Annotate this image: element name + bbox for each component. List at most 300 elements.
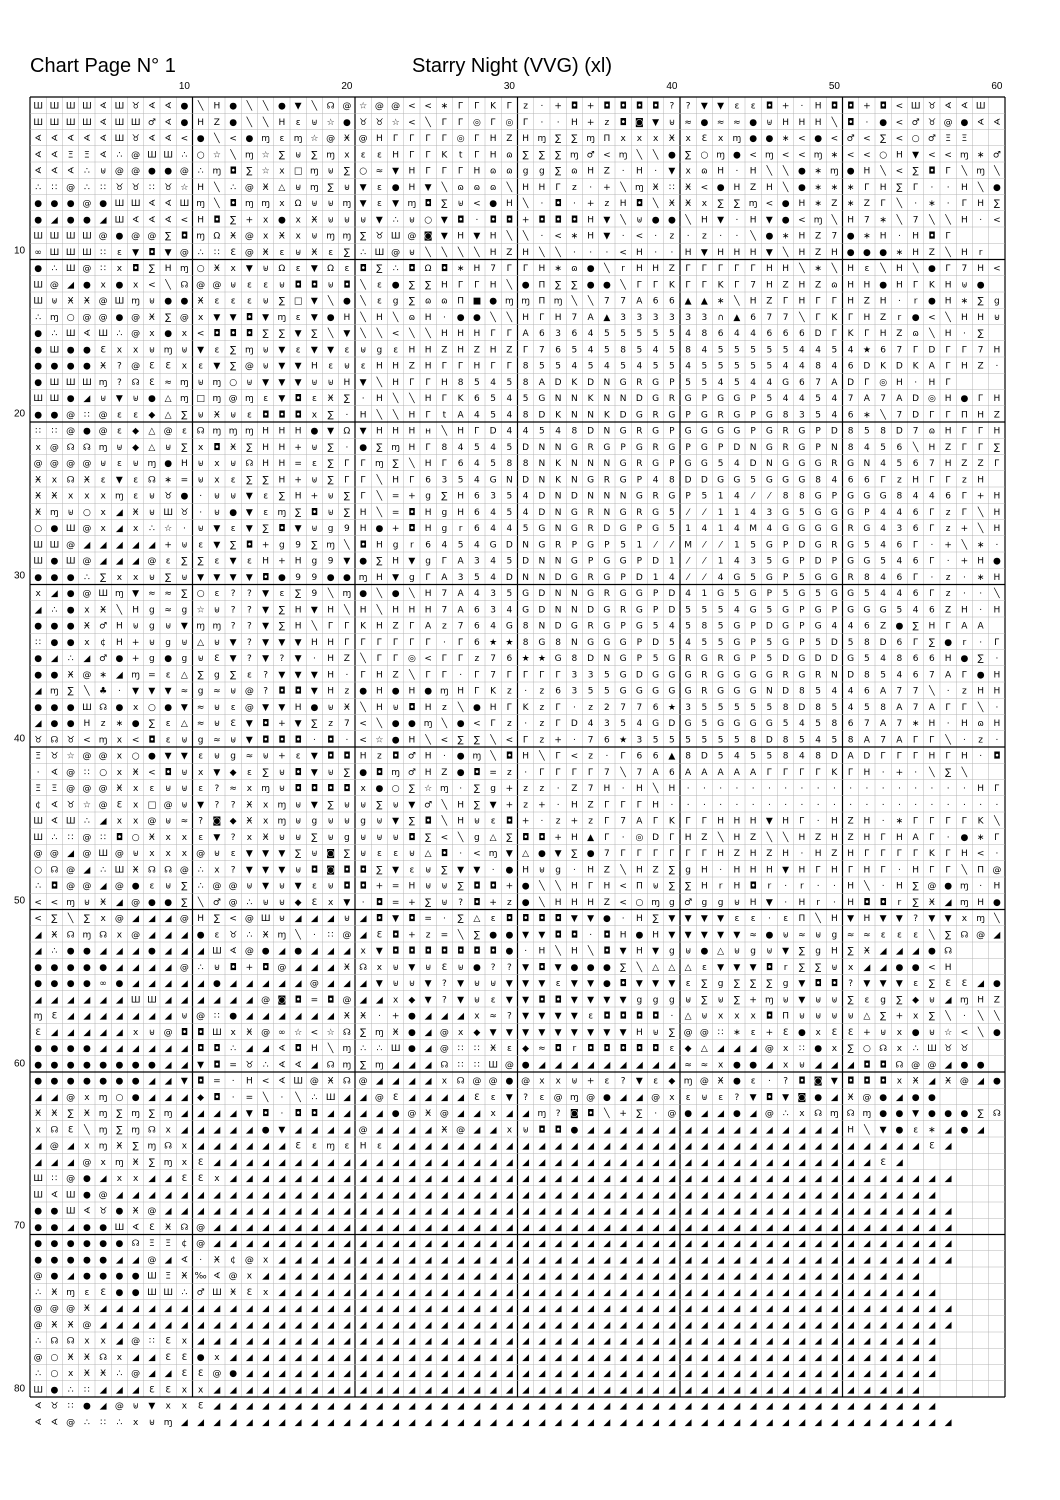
grid-cell-symbol: D — [750, 459, 757, 469]
grid-cell-symbol: ● — [67, 622, 75, 632]
grid-cell-symbol: ● — [798, 1028, 806, 1038]
grid-cell-symbol: ⊎ — [149, 508, 156, 518]
grid-cell-symbol: ◢ — [100, 1320, 107, 1330]
grid-cell-symbol: ▼ — [457, 865, 464, 875]
grid-cell-symbol: Г — [848, 313, 854, 323]
grid-cell-symbol: P — [685, 443, 691, 453]
grid-cell-symbol: · — [313, 654, 316, 664]
grid-cell-symbol: Г — [588, 882, 594, 892]
grid-cell-symbol: ◢ — [847, 1142, 854, 1152]
grid-cell-symbol: ◢ — [181, 995, 188, 1005]
grid-cell-symbol: ◢ — [457, 1255, 464, 1265]
grid-cell-symbol: Ш — [33, 817, 43, 827]
grid-cell-symbol: Z — [766, 849, 772, 859]
grid-cell-symbol: Z — [831, 199, 837, 209]
grid-cell-symbol: · — [703, 800, 706, 810]
grid-cell-symbol: Н — [847, 882, 854, 892]
grid-cell-symbol: G — [847, 589, 854, 599]
grid-cell-symbol: ɱ — [261, 134, 270, 144]
grid-cell-symbol: ● — [115, 1207, 123, 1217]
grid-cell-symbol: ◢ — [83, 865, 90, 875]
grid-cell-symbol: ◢ — [425, 1418, 432, 1428]
grid-cell-symbol: Z — [604, 865, 610, 875]
grid-cell-symbol: Г — [945, 345, 951, 355]
grid-cell-symbol: ∑ — [978, 654, 984, 664]
grid-cell-symbol: x — [815, 1028, 821, 1038]
grid-cell-symbol: ◢ — [945, 898, 952, 908]
grid-cell-symbol: G — [668, 670, 675, 680]
grid-cell-symbol: ♉ — [132, 134, 140, 144]
grid-cell-symbol: ◢ — [798, 1304, 805, 1314]
grid-cell-symbol: 5 — [604, 329, 610, 339]
grid-cell-symbol: G — [831, 589, 838, 599]
grid-cell-symbol: 4 — [897, 557, 903, 567]
grid-cell-symbol: x — [182, 329, 188, 339]
grid-cell-symbol: ◢ — [603, 1207, 610, 1217]
grid-cell-symbol: Н — [473, 167, 480, 177]
grid-cell-symbol: ◘ — [880, 1077, 887, 1087]
grid-cell-symbol: ◢ — [327, 1109, 334, 1119]
grid-cell-symbol: ◢ — [766, 1239, 773, 1249]
grid-cell-symbol: ◢ — [831, 1369, 838, 1379]
grid-cell-symbol: ≈ — [181, 687, 189, 697]
grid-cell-symbol: ◢ — [457, 1385, 464, 1395]
grid-cell-symbol: ◢ — [620, 1174, 627, 1184]
grid-cell-symbol: G — [538, 638, 545, 648]
grid-cell-symbol: + — [587, 199, 595, 209]
grid-cell-symbol: ● — [99, 963, 107, 973]
grid-cell-symbol: ◢ — [815, 1288, 822, 1298]
grid-cell-symbol: 4 — [490, 524, 496, 534]
grid-cell-symbol: 4 — [848, 345, 854, 355]
grid-cell-symbol: ◢ — [132, 1385, 139, 1395]
grid-cell-symbol: Ш — [66, 232, 76, 242]
grid-cell-symbol: x — [474, 1012, 480, 1022]
grid-cell-symbol: ∑ — [279, 150, 285, 160]
grid-cell-symbol: ◢ — [83, 654, 90, 664]
grid-cell-symbol: ● — [847, 167, 855, 177]
grid-cell-symbol: ▼ — [620, 947, 627, 957]
grid-cell-symbol: 9 — [328, 557, 334, 567]
grid-cell-symbol: ∗ — [896, 248, 904, 258]
grid-cell-symbol: ɱ — [960, 898, 969, 908]
grid-cell-symbol: G — [733, 687, 740, 697]
grid-cell-symbol: 5 — [880, 670, 886, 680]
grid-cell-symbol: ◎ — [457, 134, 465, 144]
grid-cell-symbol: ∢ — [961, 102, 969, 112]
grid-cell-symbol: ◢ — [912, 1337, 919, 1347]
grid-cell-symbol: ◢ — [555, 1060, 562, 1070]
grid-cell-symbol: ◢ — [798, 1385, 805, 1395]
grid-cell-symbol: ◢ — [636, 1142, 643, 1152]
grid-cell-symbol: ◢ — [668, 1337, 675, 1347]
grid-cell-symbol: ɛ — [247, 768, 252, 778]
grid-cell-symbol: ɷ — [929, 427, 936, 437]
grid-cell-symbol: ▼ — [295, 102, 302, 112]
grid-cell-symbol: r — [621, 264, 625, 274]
grid-cell-symbol: Н — [311, 362, 318, 372]
grid-cell-symbol: Z — [848, 817, 854, 827]
grid-cell-symbol: ◢ — [555, 1402, 562, 1412]
grid-cell-symbol: g — [815, 947, 821, 957]
grid-cell-symbol: Н — [408, 183, 415, 193]
grid-cell-symbol: N — [604, 459, 611, 469]
grid-cell-symbol: ▼ — [668, 167, 675, 177]
grid-cell-symbol: 4 — [799, 752, 805, 762]
grid-cell-symbol: △ — [165, 394, 172, 404]
grid-cell-symbol: ◢ — [555, 1142, 562, 1152]
grid-cell-symbol: G — [798, 524, 805, 534]
grid-cell-symbol: @ — [99, 297, 108, 307]
grid-cell-symbol: Ɛ — [230, 248, 236, 258]
grid-cell-symbol: ⊎ — [149, 638, 156, 648]
grid-cell-symbol: Г — [425, 573, 431, 583]
grid-cell-symbol: ♉ — [99, 1207, 107, 1217]
grid-cell-symbol: ◢ — [376, 1239, 383, 1249]
grid-cell-symbol: ◢ — [652, 1402, 659, 1412]
grid-cell-symbol: Ӿ — [133, 1158, 139, 1168]
grid-cell-symbol: ● — [132, 1093, 140, 1103]
grid-cell-symbol: + — [554, 833, 562, 843]
grid-cell-symbol: · — [995, 654, 998, 664]
grid-cell-symbol: ● — [522, 1060, 530, 1070]
grid-cell-symbol: ◢ — [230, 1385, 237, 1395]
grid-cell-symbol: ● — [733, 150, 741, 160]
grid-cell-symbol: ◘ — [522, 914, 529, 924]
grid-cell-symbol: ◢ — [295, 1255, 302, 1265]
grid-cell-symbol: ◢ — [506, 1402, 513, 1412]
grid-cell-symbol: Н — [863, 313, 870, 323]
grid-cell-symbol: K — [360, 622, 367, 632]
grid-cell-symbol: ◢ — [652, 1125, 659, 1135]
grid-cell-symbol: ● — [50, 979, 58, 989]
grid-cell-symbol: ◘ — [538, 963, 545, 973]
grid-cell-symbol: P — [637, 524, 643, 534]
grid-cell-symbol: ? — [734, 1093, 739, 1103]
grid-cell-symbol: Н — [847, 297, 854, 307]
grid-cell-symbol: g — [425, 492, 431, 502]
grid-cell-symbol: ? — [247, 589, 252, 599]
grid-cell-symbol: Н — [945, 280, 952, 290]
grid-cell-symbol: 6 — [474, 394, 480, 404]
grid-cell-symbol: ● — [164, 297, 172, 307]
grid-cell-symbol: ∑ — [669, 1028, 675, 1038]
grid-cell-symbol: Ω — [295, 199, 302, 209]
grid-cell-symbol: ☊ — [440, 1060, 448, 1070]
grid-cell-symbol: ◢ — [847, 1207, 854, 1217]
grid-cell-symbol: ◢ — [587, 1402, 594, 1412]
grid-cell-symbol: ◢ — [896, 1223, 903, 1233]
grid-cell-symbol: ◢ — [278, 1385, 285, 1395]
grid-cell-symbol: R — [587, 508, 593, 518]
grid-cell-symbol: Ω — [425, 264, 432, 274]
grid-cell-symbol: ◢ — [928, 1223, 935, 1233]
grid-cell-symbol: K — [669, 817, 676, 827]
grid-cell-symbol: ◢ — [376, 1320, 383, 1330]
grid-cell-symbol: ◢ — [815, 1060, 822, 1070]
grid-cell-symbol: ☊ — [944, 947, 952, 957]
grid-cell-symbol: ╲ — [376, 473, 383, 485]
grid-cell-symbol: ◢ — [571, 1239, 578, 1249]
grid-cell-symbol: ◢ — [392, 1272, 399, 1282]
grid-cell-symbol: x — [783, 1060, 789, 1070]
grid-cell-symbol: ◢ — [327, 1272, 334, 1282]
grid-cell-symbol: 6 — [637, 752, 643, 762]
grid-cell-symbol: Н — [636, 167, 643, 177]
grid-cell-symbol: Н — [425, 752, 432, 762]
grid-cell-symbol: ◢ — [831, 1174, 838, 1184]
grid-cell-symbol: Н — [522, 313, 529, 323]
grid-cell-symbol: 4 — [718, 573, 724, 583]
grid-cell-symbol: Н — [863, 865, 870, 875]
grid-cell-symbol: N — [750, 443, 757, 453]
grid-cell-symbol: x — [117, 573, 123, 583]
grid-cell-symbol: ● — [262, 947, 270, 957]
grid-cell-symbol: A — [458, 605, 465, 615]
grid-cell-symbol: Н — [750, 849, 757, 859]
grid-cell-symbol: ◢ — [555, 1158, 562, 1168]
grid-cell-symbol: ╲ — [993, 815, 1000, 827]
grid-cell-symbol: g — [149, 622, 155, 632]
grid-cell-symbol: ▼ — [457, 979, 464, 989]
grid-cell-symbol: R — [587, 524, 593, 534]
grid-cell-symbol: ◢ — [863, 1158, 870, 1168]
grid-cell-symbol: ◢ — [652, 1369, 659, 1379]
grid-cell-symbol: ◘ — [116, 833, 123, 843]
grid-cell-symbol: ɱ — [245, 150, 254, 160]
grid-cell-symbol: ◢ — [912, 1207, 919, 1217]
grid-cell-symbol: ◢ — [360, 1369, 367, 1379]
grid-cell-symbol: ◢ — [750, 1272, 757, 1282]
grid-cell-symbol: Ɛ — [783, 1028, 789, 1038]
grid-cell-symbol: G — [798, 443, 805, 453]
grid-cell-symbol: z — [946, 524, 951, 534]
grid-cell-symbol: ⊎ — [474, 995, 481, 1005]
grid-cell-symbol: Π — [961, 410, 968, 420]
grid-cell-symbol: ◢ — [701, 1288, 708, 1298]
grid-cell-symbol: ◢ — [782, 1142, 789, 1152]
grid-cell-symbol: ◢ — [132, 1320, 139, 1330]
grid-cell-symbol: D — [831, 752, 838, 762]
grid-cell-symbol: Ӿ — [360, 1012, 366, 1022]
grid-cell-symbol: ╲ — [538, 750, 545, 762]
grid-cell-symbol: ◢ — [213, 1190, 220, 1200]
grid-cell-symbol: Н — [262, 443, 269, 453]
grid-cell-symbol: @ — [115, 1402, 124, 1412]
grid-cell-symbol: ◢ — [571, 1190, 578, 1200]
grid-cell-symbol: ⁄ — [685, 573, 691, 583]
grid-cell-symbol: 8 — [685, 752, 691, 762]
grid-cell-symbol: Г — [962, 345, 968, 355]
grid-cell-symbol: ◢ — [392, 1077, 399, 1087]
grid-cell-symbol: G — [798, 589, 805, 599]
grid-cell-symbol: ɛ — [312, 1142, 317, 1152]
grid-cell-symbol: ɛ — [214, 297, 219, 307]
grid-cell-symbol: ◢ — [490, 1320, 497, 1330]
grid-cell-symbol: ◢ — [587, 1337, 594, 1347]
grid-cell-symbol: ⊎ — [734, 898, 741, 908]
grid-cell-symbol: ▼ — [620, 1028, 627, 1038]
grid-cell-symbol: ? — [669, 102, 674, 112]
grid-cell-symbol: 8 — [848, 735, 854, 745]
grid-cell-symbol: ╲ — [554, 880, 561, 892]
grid-cell-symbol: 5 — [767, 654, 773, 664]
grid-cell-symbol: G — [733, 654, 740, 664]
grid-cell-symbol: 4 — [750, 378, 756, 388]
grid-cell-symbol: Н — [360, 508, 367, 518]
grid-cell-symbol: ◢ — [116, 557, 123, 567]
grid-cell-symbol: ◘ — [295, 410, 302, 420]
grid-cell-symbol: ◢ — [636, 1158, 643, 1168]
grid-cell-symbol: x — [117, 345, 123, 355]
grid-cell-symbol: ● — [197, 134, 205, 144]
grid-cell-symbol: ∗ — [977, 833, 985, 843]
grid-cell-symbol: ◢ — [750, 1109, 757, 1119]
grid-cell-symbol: 3 — [637, 735, 643, 745]
grid-cell-symbol: G — [571, 573, 578, 583]
grid-cell-symbol: A — [458, 410, 465, 420]
grid-cell-symbol: ◘ — [197, 1028, 204, 1038]
grid-cell-symbol: x — [230, 264, 236, 274]
grid-cell-symbol: ɱ — [960, 150, 969, 160]
grid-cell-symbol: ◢ — [311, 1369, 318, 1379]
grid-cell-symbol: Н — [977, 410, 984, 420]
grid-cell-symbol: ╲ — [392, 311, 399, 323]
grid-cell-symbol: ◢ — [717, 1418, 724, 1428]
grid-cell-symbol: D — [733, 443, 740, 453]
grid-cell-symbol: 8 — [897, 654, 903, 664]
grid-cell-symbol: Г — [328, 622, 334, 632]
grid-cell-symbol: ◢ — [83, 1012, 90, 1022]
grid-cell-symbol: ◢ — [67, 995, 74, 1005]
grid-cell-symbol: Н — [961, 849, 968, 859]
grid-cell-symbol: ◢ — [490, 1158, 497, 1168]
grid-cell-symbol: A — [539, 378, 546, 388]
grid-cell-symbol: ∴ — [393, 215, 399, 225]
grid-cell-symbol: ◢ — [603, 1385, 610, 1395]
grid-cell-symbol: ● — [457, 719, 465, 729]
grid-cell-symbol: ⊎ — [327, 199, 334, 209]
grid-cell-symbol: · — [784, 800, 787, 810]
grid-cell-symbol: + — [554, 735, 562, 745]
grid-cell-symbol: ∑ — [474, 930, 480, 940]
grid-cell-symbol: @ — [34, 849, 43, 859]
grid-cell-symbol: ▼ — [603, 995, 610, 1005]
grid-cell-symbol: Н — [246, 1077, 253, 1087]
grid-cell-symbol: ◘ — [408, 264, 415, 274]
grid-cell-symbol: ● — [50, 963, 58, 973]
grid-cell-symbol: · — [199, 1255, 202, 1265]
grid-cell-symbol: Ξ — [35, 784, 41, 794]
grid-cell-symbol: ● — [473, 703, 481, 713]
grid-cell-symbol: ◢ — [327, 1353, 334, 1363]
grid-cell-symbol: 7 — [962, 264, 968, 274]
grid-cell-symbol: ∑ — [295, 589, 301, 599]
grid-cell-symbol: 4 — [880, 459, 886, 469]
grid-cell-symbol: Г — [344, 622, 350, 632]
grid-cell-symbol: ◢ — [490, 1190, 497, 1200]
grid-cell-symbol: Г — [474, 670, 480, 680]
grid-cell-symbol: ◘ — [571, 930, 578, 940]
grid-cell-symbol: ● — [765, 232, 773, 242]
grid-cell-symbol: ◢ — [815, 1402, 822, 1412]
grid-cell-symbol: ▼ — [343, 898, 350, 908]
grid-cell-symbol: ◢ — [376, 1223, 383, 1233]
grid-cell-symbol: ● — [50, 524, 58, 534]
grid-cell-symbol: D — [506, 573, 513, 583]
grid-cell-symbol: ◢ — [197, 1125, 204, 1135]
grid-cell-symbol: ∞ — [278, 1028, 286, 1038]
row-number: 40 — [14, 733, 25, 744]
grid-cell-symbol: Ш — [33, 232, 43, 242]
grid-cell-symbol: Ӿ — [230, 443, 236, 453]
grid-cell-symbol: ● — [83, 1223, 91, 1233]
grid-cell-symbol: ⊎ — [782, 930, 789, 940]
grid-cell-symbol: 5 — [750, 540, 756, 550]
grid-cell-symbol: 8 — [702, 329, 708, 339]
grid-cell-symbol: ɛ — [344, 345, 349, 355]
grid-cell-symbol: ɱ — [732, 134, 741, 144]
grid-cell-symbol: ∑ — [246, 475, 252, 485]
grid-cell-symbol: g — [669, 995, 675, 1005]
grid-cell-symbol: Н — [490, 134, 497, 144]
grid-cell-symbol: 4 — [507, 410, 513, 420]
grid-cell-symbol: Ɛ — [198, 1369, 204, 1379]
grid-cell-symbol: ∑ — [750, 979, 756, 989]
grid-cell-symbol: ◢ — [425, 1174, 432, 1184]
grid-cell-symbol: ◢ — [506, 1255, 513, 1265]
grid-cell-symbol: ▼ — [522, 1012, 529, 1022]
grid-cell-symbol: N — [831, 443, 838, 453]
grid-cell-symbol: ▼ — [766, 248, 773, 258]
grid-cell-symbol: g — [832, 930, 838, 940]
grid-cell-symbol: Г — [799, 768, 805, 778]
grid-cell-symbol: Г — [864, 183, 870, 193]
grid-cell-symbol: · — [865, 118, 868, 128]
grid-cell-symbol: x — [263, 817, 269, 827]
grid-cell-symbol: ● — [67, 215, 75, 225]
grid-cell-symbol: · — [768, 1077, 771, 1087]
grid-cell-symbol: G — [652, 378, 659, 388]
grid-cell-symbol: ∴ — [377, 1044, 383, 1054]
grid-cell-symbol: ∑ — [198, 670, 204, 680]
grid-cell-symbol: 8 — [815, 362, 821, 372]
grid-cell-symbol: ∴ — [52, 605, 58, 615]
grid-cell-symbol: ∑ — [409, 280, 415, 290]
grid-cell-symbol: N — [522, 573, 529, 583]
grid-cell-symbol: ◢ — [733, 1142, 740, 1152]
grid-cell-symbol: ╲ — [359, 295, 366, 307]
grid-cell-symbol: ◢ — [408, 1255, 415, 1265]
grid-cell-symbol: ◢ — [896, 1158, 903, 1168]
grid-cell-symbol: ∑ — [328, 459, 334, 469]
grid-cell-symbol: 5 — [897, 459, 903, 469]
grid-cell-symbol: ◢ — [896, 1402, 903, 1412]
grid-cell-symbol: ▼ — [506, 1093, 513, 1103]
grid-cell-symbol: ◢ — [555, 1255, 562, 1265]
grid-cell-symbol: N — [864, 459, 871, 469]
grid-cell-symbol: x — [165, 1402, 171, 1412]
grid-cell-symbol: Г — [490, 329, 496, 339]
grid-cell-symbol: · — [800, 102, 803, 112]
grid-cell-symbol: ∢ — [51, 134, 59, 144]
grid-cell-symbol: ◢ — [636, 1288, 643, 1298]
grid-cell-symbol: ɱ — [82, 930, 91, 940]
grid-cell-symbol: Ш — [66, 118, 76, 128]
grid-cell-symbol: ◢ — [230, 1125, 237, 1135]
grid-cell-symbol: Н — [896, 378, 903, 388]
grid-cell-symbol: G — [571, 524, 578, 534]
